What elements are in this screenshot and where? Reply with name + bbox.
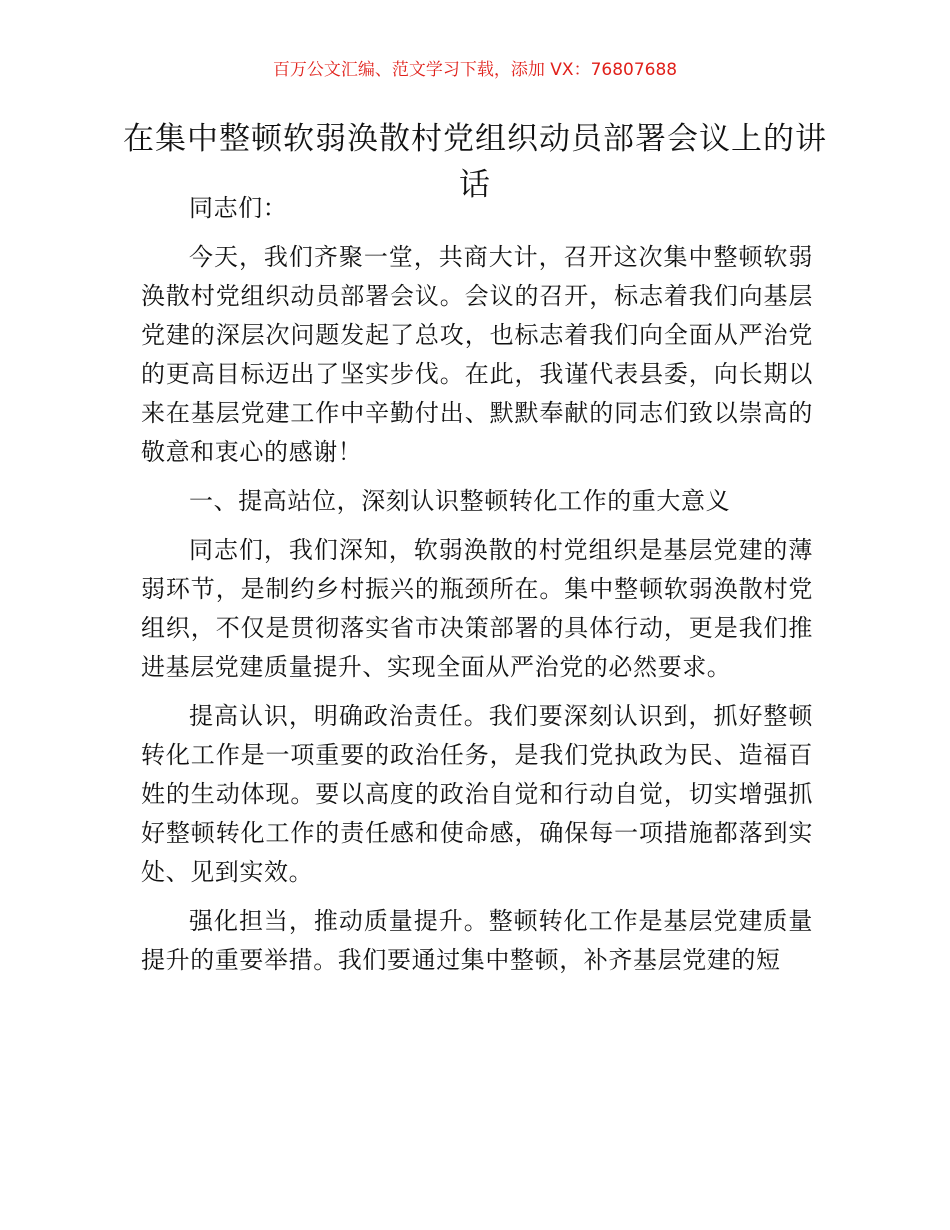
paragraph-section-1-intro: 同志们，我们深知，软弱涣散的村党组织是基层党建的薄弱环节，是制约乡村振兴的瓶颈所在。集中整顿软弱涣散村党组织，不仅是贯彻落实省市决策部署的具体行动，更是我们推进基层党建质量提升、实现全面从严治党的必然要求。	[141, 536, 813, 681]
paragraph-political-responsibility: 提高认识，明确政治责任。我们要深刻认识到，抓好整顿转化工作是一项重要的政治任务，是我们党执政为民、造福百姓的生动体现。要以高度的政治自觉和行动自觉，切实增强抓好整顿转化工作的责任感和使命感，确保每一项措施都落到实处、见到实效。	[141, 702, 813, 886]
paragraph-quality-improvement: 强化担当，推动质量提升。整顿转化工作是基层党建质量提升的重要举措。我们要通过集中整顿，补齐基层党建的短	[141, 907, 813, 974]
header-watermark-note: 百万公文汇编、范文学习下载，添加 VX：76807688	[272, 60, 678, 80]
paragraph-opening: 今天，我们齐聚一堂，共商大计，召开这次集中整顿软弱涣散村党组织动员部署会议。会议的召开，标志着我们向基层党建的深层次问题发起了总攻，也标志着我们向全面从严治党的更高目标迈出了坚实步伐。在此，我谨代表县委，向长期以来在基层党建工作中辛勤付出、默默奉献的同志们致以崇高的敬意和衷心的感谢！	[141, 243, 813, 466]
section-heading-1: 一、提高站位，深刻认识整顿转化工作的重大意义	[189, 487, 731, 515]
document-title: 在集中整顿软弱涣散村党组织动员部署会议上的讲话	[123, 121, 827, 203]
document-body	[141, 189, 813, 990]
salutation: 同志们：	[189, 194, 288, 222]
